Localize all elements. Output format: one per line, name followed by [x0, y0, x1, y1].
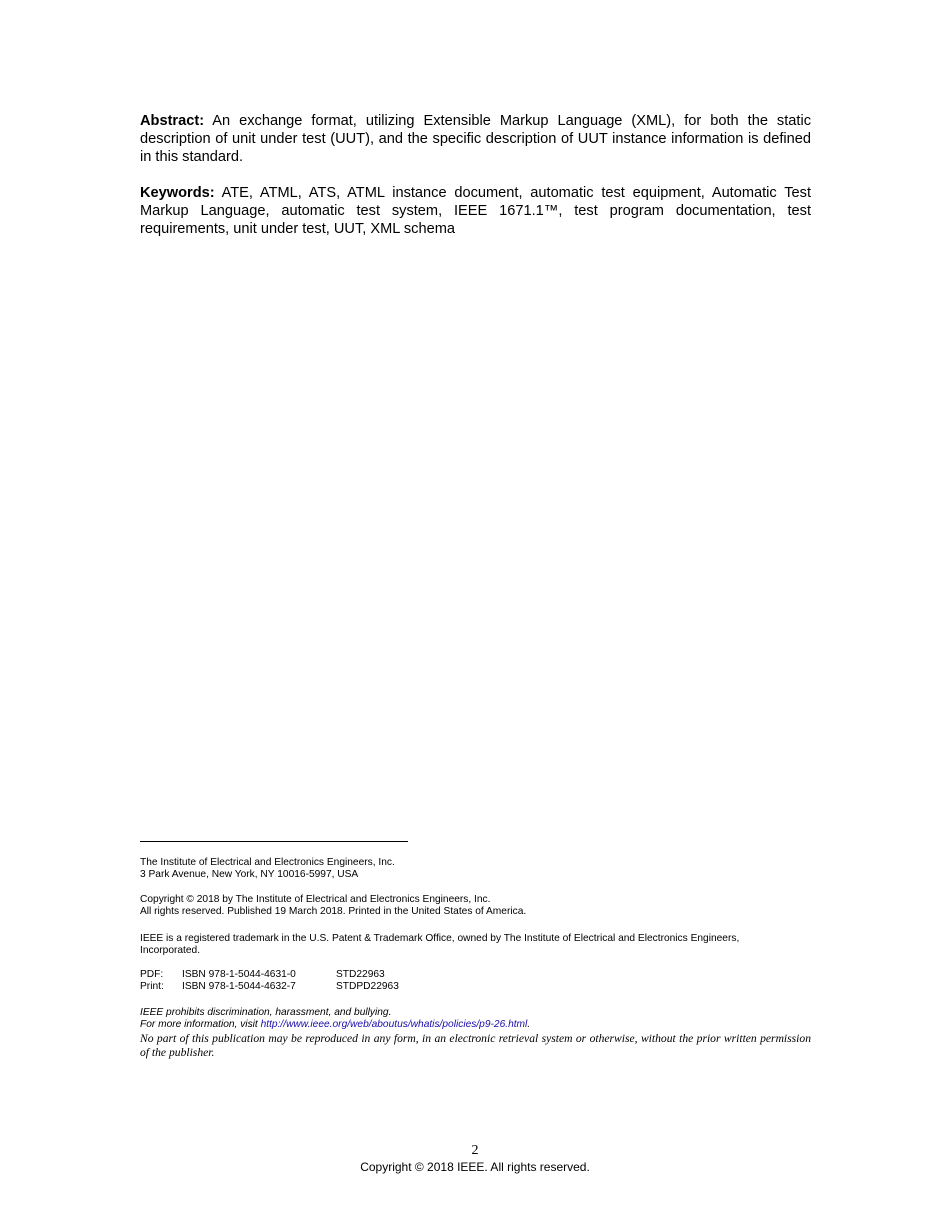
copyright-line-1: Copyright © 2018 by The Institute of Electrical and Electronics Engineers, Inc.: [140, 894, 491, 905]
copyright-block: [140, 894, 840, 919]
page-number: 2: [471, 1143, 479, 1158]
isbn-row-pdf: [140, 969, 840, 981]
keywords-paragraph: [140, 184, 811, 238]
isbn-row-print: [140, 981, 840, 993]
policy-link[interactable]: http://www.ieee.org/web/aboutus/whatis/policies/p9-26.html: [260, 1019, 528, 1031]
std-number: STD22963: [336, 969, 385, 980]
more-info-suffix: .: [527, 1019, 531, 1031]
publisher-name: The Institute of Electrical and Electronics Engineers, Inc.: [140, 857, 395, 868]
abstract-text: An exchange format, utilizing Extensible Markup Language (XML), for both the static description of unit under test (UUT), and the specific description of UUT instance information is defined in this standard.: [140, 113, 811, 165]
copyright-line-2: All rights reserved. Published 19 March 2018. Printed in the United States of America.: [140, 906, 527, 918]
discrimination-notice: IEEE prohibits discrimination, harassment, and bullying.: [140, 1007, 392, 1018]
more-info-prefix: For more information, visit: [140, 1019, 261, 1031]
keywords-text: ATE, ATML, ATS, ATML instance document, automatic test equipment, Automatic Test Markup Language, automatic test system, IEEE 1671.1™, test program documentation, test requirements, unit under test, UUT, XML schema: [140, 185, 812, 237]
policy-notice: [140, 1007, 840, 1032]
publisher-address: 3 Park Avenue, New York, NY 10016-5997, USA: [140, 869, 359, 881]
std-number: STDPD22963: [336, 981, 399, 993]
abstract-paragraph: [140, 112, 811, 166]
more-info-line: [140, 1019, 840, 1031]
footnote-divider: [140, 841, 408, 842]
page-footer: Copyright © 2018 IEEE. All rights reserved.: [360, 1160, 590, 1174]
isbn-table: [140, 969, 840, 994]
isbn-number: ISBN 978-1-5044-4631-0: [182, 969, 296, 980]
publisher-block: [140, 857, 840, 882]
rights-notice: No part of this publication may be reproduced in any form, in an electronic retrieval system or otherwise, without the prior written permission of the publisher.: [140, 1032, 811, 1059]
isbn-format: Print:: [140, 981, 164, 993]
keywords-label: Keywords:: [140, 185, 215, 201]
isbn-format: PDF:: [140, 969, 164, 980]
trademark-notice: IEEE is a registered trademark in the U.S. Patent & Trademark Office, owned by The Institute of Electrical and Electronics Engineers, Incorporated.: [140, 933, 740, 957]
isbn-number: ISBN 978-1-5044-4632-7: [182, 981, 296, 993]
abstract-label: Abstract:: [140, 113, 205, 129]
